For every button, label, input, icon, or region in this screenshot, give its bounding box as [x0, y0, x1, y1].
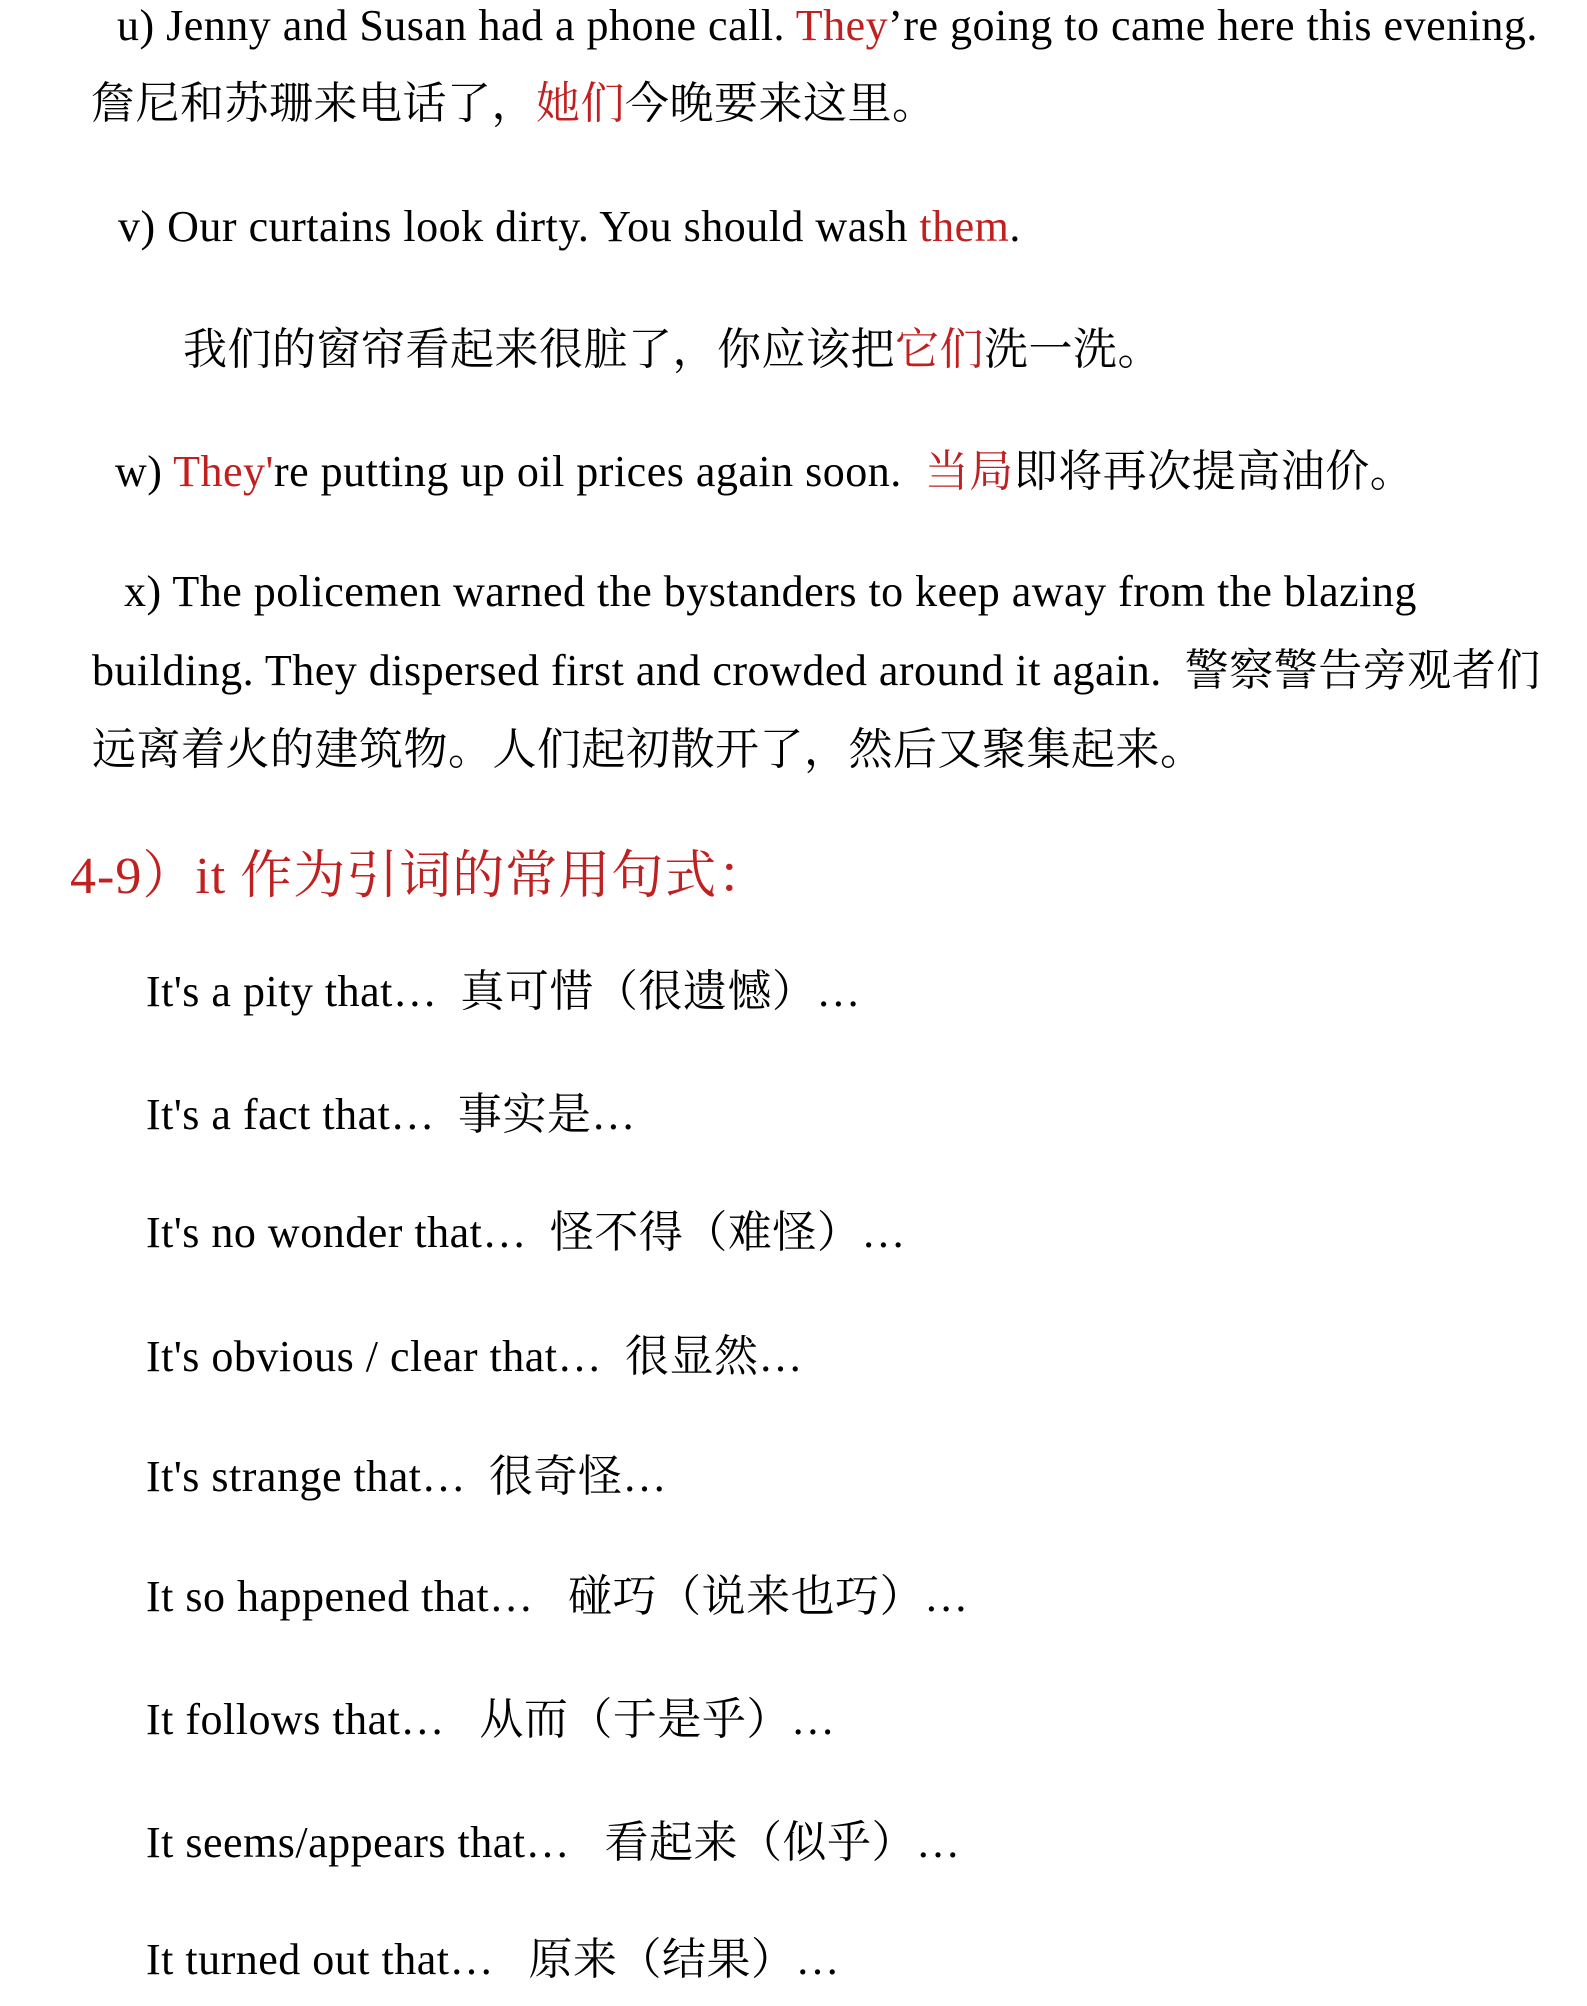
example-x-line2 — [92, 645, 1541, 697]
example-u-english — [117, 0, 1538, 52]
example-v-english-segment-2: . — [1009, 202, 1021, 251]
example-u-english-segment-2: ’re going to came here this evening. — [888, 1, 1538, 50]
example-w-segment-4: 即将再次提高油价。 — [1013, 447, 1415, 496]
pattern-fact — [146, 1089, 636, 1141]
pattern-no-wonder — [146, 1207, 906, 1259]
pattern-so-happened-segment-0: It so happened that… 碰巧（说来也巧）… — [146, 1572, 969, 1621]
example-u-english-segment-0: u) Jenny and Susan had a phone call. — [117, 1, 796, 50]
pattern-pity — [146, 966, 861, 1018]
pattern-obvious-clear-segment-0: It's obvious / clear that… 很显然… — [146, 1332, 803, 1381]
pattern-pity-segment-0: It's a pity that… 真可惜（很遗憾）… — [146, 967, 861, 1016]
example-x-line3 — [92, 724, 1205, 776]
example-u-chinese-segment-1: 她们 — [536, 79, 625, 128]
pattern-so-happened — [146, 1571, 969, 1623]
pattern-seems-appears-segment-0: It seems/appears that… 看起来（似乎）… — [146, 1818, 961, 1867]
example-w-segment-0: w) — [115, 447, 174, 496]
section-heading-4-9-segment-0: 4-9）it 作为引词的常用句式： — [70, 848, 771, 905]
example-v-chinese-segment-2: 洗一洗。 — [984, 325, 1162, 374]
example-w-segment-3: 当局 — [924, 447, 1014, 496]
example-w-segment-2: re putting up oil prices again soon. — [273, 447, 925, 496]
example-v-chinese-segment-1: 它们 — [895, 325, 984, 374]
example-v-chinese — [183, 324, 1162, 376]
pattern-turned-out-segment-0: It turned out that… 原来（结果）… — [146, 1935, 840, 1984]
example-v-english-segment-1: them — [919, 202, 1010, 251]
example-u-chinese-segment-0: 詹尼和苏珊来电话了， — [91, 79, 536, 128]
example-u-chinese-segment-2: 今晚要来这里。 — [625, 79, 937, 128]
pattern-fact-segment-0: It's a fact that… 事实是… — [146, 1090, 636, 1139]
pattern-strange — [146, 1451, 667, 1503]
pattern-follows — [146, 1694, 835, 1746]
pattern-no-wonder-segment-0: It's no wonder that… 怪不得（难怪）… — [146, 1208, 906, 1257]
pattern-follows-segment-0: It follows that… 从而（于是乎）… — [146, 1695, 836, 1744]
example-u-chinese — [91, 78, 937, 130]
example-x-line3-segment-0: 远离着火的建筑物。人们起初散开了，然后又聚集起来。 — [92, 725, 1205, 774]
pattern-obvious-clear — [146, 1331, 803, 1383]
pattern-turned-out — [146, 1934, 840, 1986]
example-v-english-segment-0: v) Our curtains look dirty. You should wash — [118, 202, 920, 251]
pattern-strange-segment-0: It's strange that… 很奇怪… — [146, 1452, 667, 1501]
example-x-line1-segment-0: x) The policemen warned the bystanders to keep away from the blazing — [124, 567, 1417, 616]
section-heading-4-9 — [70, 846, 770, 907]
example-v-english — [118, 201, 1021, 253]
example-w — [115, 446, 1414, 498]
pattern-seems-appears — [146, 1817, 960, 1869]
example-v-chinese-segment-0: 我们的窗帘看起来很脏了，你应该把 — [183, 325, 895, 374]
example-x-line2-segment-0: building. They dispersed first and crowded around it again. 警察警告旁观者们 — [92, 646, 1541, 695]
example-x-line1 — [124, 566, 1417, 618]
example-w-segment-1: They' — [173, 447, 274, 496]
example-u-english-segment-1: They — [795, 1, 889, 50]
